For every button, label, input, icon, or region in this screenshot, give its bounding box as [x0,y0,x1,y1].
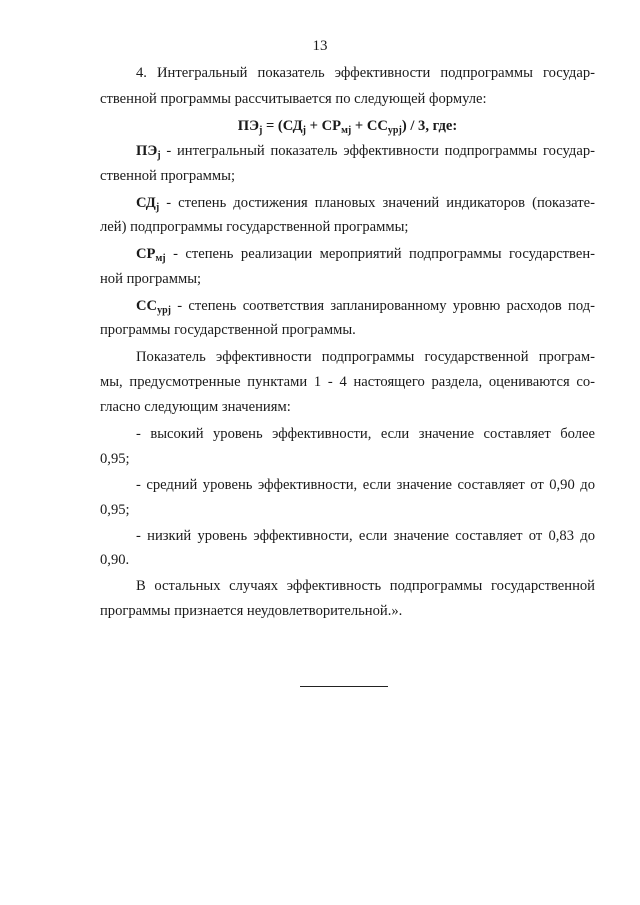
formula-part-e: ) / 3, где: [401,118,458,134]
term-sr-sub: мj [155,253,166,264]
term-sd-sub: j [155,202,160,213]
definition-pe-line-2: ственной программы; [100,168,236,184]
paragraph-4-line-1: 4. Интегральный показатель эффективности подпрограммы государ- [136,65,595,81]
formula-part-a: ПЭ [237,118,259,134]
evaluation-line-3: гласно следующим значениям: [100,399,291,415]
term-sr: СР [136,246,156,262]
term-ss: СС [136,298,158,314]
definition-sr-line-1 [100,245,595,263]
term-ss-sub: урj [157,305,171,316]
definition-ss-text: - степень соответствия запланированному уровню расходов под- [171,298,595,314]
closing-rule [300,686,388,687]
formula-sub-c: мj [341,125,352,136]
level-mid-line-1: - средний уровень эффективности, если значение составляет от 0,90 до [136,477,595,493]
page-number: 13 [312,38,328,54]
formula-sub-a: j [258,125,263,136]
level-high-line-1: - высокий уровень эффективности, если значение составляет более [136,426,595,442]
evaluation-line-2: мы, предусмотренные пунктами 1 - 4 настоящего раздела, оцениваются со- [100,374,595,390]
definition-pe-text: - интегральный показатель эффективности подпрограммы государ- [160,143,595,159]
definition-ss-line-2: программы государственной программы. [100,322,356,338]
formula [100,117,595,135]
level-low-line-2: 0,90. [100,552,130,568]
evaluation-line-1: Показатель эффективности подпрограммы государственной програм- [136,349,595,365]
term-sd: СД [136,195,156,211]
definition-sr-text: - степень реализации мероприятий подпрограммы государствен- [165,246,595,262]
term-pe: ПЭ [136,143,158,159]
definition-sr-line-2: ной программы; [100,271,202,287]
definition-ss-line-1 [100,297,595,315]
level-mid-line-2: 0,95; [100,502,130,518]
level-high-line-2: 0,95; [100,451,130,467]
formula-sub-d: урj [387,125,402,136]
definition-sd-line-2: лей) подпрограммы государственной программы; [100,219,409,235]
formula-part-d: + СС [351,118,388,134]
definition-sd-line-1 [100,194,595,212]
term-pe-sub: j [157,150,161,161]
formula-part-b: = (СД [262,118,303,134]
formula-sub-b: j [302,125,306,136]
closing-line-1: В остальных случаях эффективность подпрограммы государственной [136,578,595,594]
formula-part-c: + СР [305,118,342,134]
definition-pe-line-1 [100,142,595,160]
definition-sd-text: - степень достижения плановых значений индикаторов (показате- [159,195,595,211]
level-low-line-1: - низкий уровень эффективности, если значение составляет от 0,83 до [136,528,595,544]
closing-line-2: программы признается неудовлетворительной.». [100,603,403,619]
paragraph-4-line-2: ственной программы рассчитывается по следующей формуле: [100,91,487,107]
